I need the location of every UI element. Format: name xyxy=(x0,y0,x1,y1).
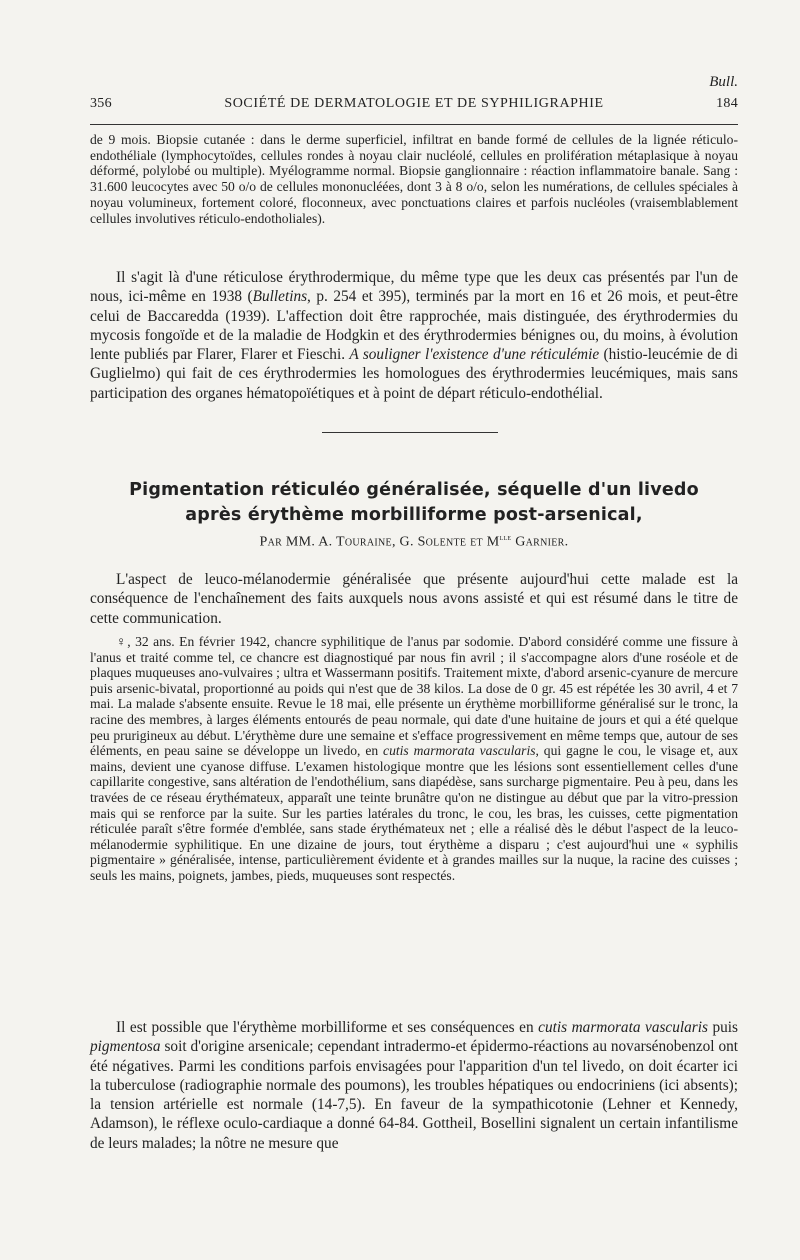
article-title-line-2: après érythème morbilliforme post-arsenical, xyxy=(185,505,643,525)
case-paragraph: ♀, 32 ans. En février 1942, chancre syphilitique de l'anus par sodomie. D'abord considéré comme une fissure à l'anus et traité comme tel, ce chancre est diagnostiqué par nous fin avril ; il s'accompagne alors d'une roséole et de plaques muqueuses ano-vulvaires ; ultra et Wassermann positifs. Traitement mixte, d'abord arsenic-cyanure de mercure puis arsenic-bivatal, proportionné au poids qui n'est que de 38 kilos. La dose de 0 gr. 45 est répétée les 30 avril, 4 et 7 mai. La malade s'absente ensuite. Revue le 18 mai, elle présente un érythème morbilliforme généralisé sur le tronc, la racine des membres, à larges éléments entourés de peau normale, qui date d'une huitaine de jours et qui a été quelque peu prurigineux au début. L'érythème dure une semaine et s'efface progressivement en même temps que, autour de ses éléments, en peau saine se développe un livedo, en cutis marmorata vascularis, qui gagne le cou, le visage et, aux mains, devient une cyanose diffuse. L'examen histologique montre que les lésions sont essentiellement celles d'une capillarite congestive, sans altération de l'endothélium, sans diapédèse, sans surcharge pigmentaire. Peu à peu, dans les travées de ce réseau érythémateux, apparaît une teinte brunâtre qu'on ne distingue au début que par la vitro-pression mais qui se renforce par la suite. Sur les parties latérales du tronc, le cou, les bras, les cuisses, cette pigmentation réticulée paraît s'être formée d'emblée, sans stade érythémateux net ; elle a réalisé dès le début l'aspect de la leuco-mélanodermie syphilitique. En une dizaine de jours, tout érythème a disparu ; c'est aujourd'hui une « syphilis pigmentaire » généralisée, intense, particulièrement évidente et à grandes mailles sur la nuque, la racine des cuisses ; seuls les mains, poignets, jambes, pieds, muqueuses sont respectés. xyxy=(90,634,738,883)
author-garnier: Garnier xyxy=(515,534,565,550)
opening-case-text xyxy=(90,132,738,226)
intro-paragraph: L'aspect de leuco-mélanodermie généralisée que présente aujourd'hui cette malade est la conséquence de l'enchaînement des faits auxquels nous avons assisté et qui est résumé dans le titre de cette communication. xyxy=(90,571,738,627)
final-paragraph: Il est possible que l'érythème morbilliforme et ses conséquences en cutis marmorata vascularis puis pigmentosa soit d'origine arsenicale; cependant intradermo-et épidermo-réactions au novarsénobenzol ont été négatives. Parmi les conditions parfois envisagées pour l'apparition d'un tel livedo, on doit écarter ici la tuberculose (radiographie normale des poumons), les troubles hépatiques ou endocriniens (ici absents); la tension artérielle est normale (14-7,5). En faveur de la sympathicotonie (Lehner et Kennedy, Adamson), le réflexe oculo-cardiaque a donné 64-84. Gottheil, Bosellini signalent un certain infantilisme de leurs malades; la nôtre ne mesure que xyxy=(90,1019,738,1152)
pigmentosa-italic: pigmentosa xyxy=(90,1038,161,1056)
page xyxy=(90,0,738,1260)
case-number: 184 xyxy=(716,96,738,111)
section-separator xyxy=(322,432,498,433)
handwritten-corner-note: Bull. xyxy=(709,74,738,90)
author-solente: Solente xyxy=(417,534,467,550)
header-rule xyxy=(90,124,738,125)
discussion-paragraph: Il s'agit là d'une réticulose érythrodermique, du même type que les deux cas présentés par l'un de nous, ici-même en 1938 (Bulletins, p. 254 et 395), terminés par la mort en 16 et 26 mois, et peut-être celui de Baccaredda (1939). L'affection doit être rapprochée, mais distinguée, des érythrodermies du mycosis fongoïde et de la maladie de Hodgkin et des érythrodermies bénignes ou, du moins, à évolution lente publiés par Flarer, Flarer et Fieschi. A souligner l'existence d'une réticulémie (histio-leucémie de di Guglielmo) qui fait de ces érythrodermies les homologues des érythrodermies leucémiques, mais sans participation des organes hématopoïétiques et à point de départ réticulo-endothélial. xyxy=(90,269,739,402)
running-header xyxy=(90,96,738,116)
article-title xyxy=(90,478,738,528)
case-report xyxy=(90,634,738,884)
article-authors: Par MM. A. Touraine, G. Solente et $M^{lle}$ Garnier. xyxy=(259,532,569,550)
bulletins-italic: Bulletins xyxy=(252,288,308,306)
page-number: 356 xyxy=(90,96,112,111)
cutis-marmorata-vascularis-italic: cutis marmorata vascularis xyxy=(538,1019,708,1036)
intro-block xyxy=(90,570,738,628)
running-title: SOCIÉTÉ DE DERMATOLOGIE ET DE SYPHILIGRAPHIE xyxy=(224,96,604,111)
cutis-marmorata-italic: cutis marmorata vascularis xyxy=(383,743,536,759)
article-title-line-1: Pigmentation réticuléo généralisée, séquelle d'un livedo xyxy=(129,480,699,500)
discussion-block xyxy=(90,268,738,403)
final-block xyxy=(90,1018,738,1153)
reticulemie-italic: A souligner l'existence d'une réticulémie xyxy=(349,346,600,364)
author-touraine: Touraine xyxy=(335,534,392,550)
opening-case-paragraph: de 9 mois. Biopsie cutanée : dans le derme superficiel, infiltrat en bande formé de cellules de la lignée réticulo-endothéliale (lymphocytoïdes, cellules rondes à noyau clair nucléolé, cellules en prolifération métaplasique à noyau déformé, polylobé ou multiple). Myélogramme normal. Biopsie ganglionnaire : réaction inflammatoire banale. Sang : 31.600 leucocytes avec 50 o/o de cellules mononucléées, dont 3 à 8 o/o, selon les numérations, de cellules spéciales à noyau volumineux, fortement coloré, floconneux, avec ponctuations claires et parfois nucléoles (vraisemblablement cellules involutives réticulo-endotholiales). xyxy=(90,132,738,226)
